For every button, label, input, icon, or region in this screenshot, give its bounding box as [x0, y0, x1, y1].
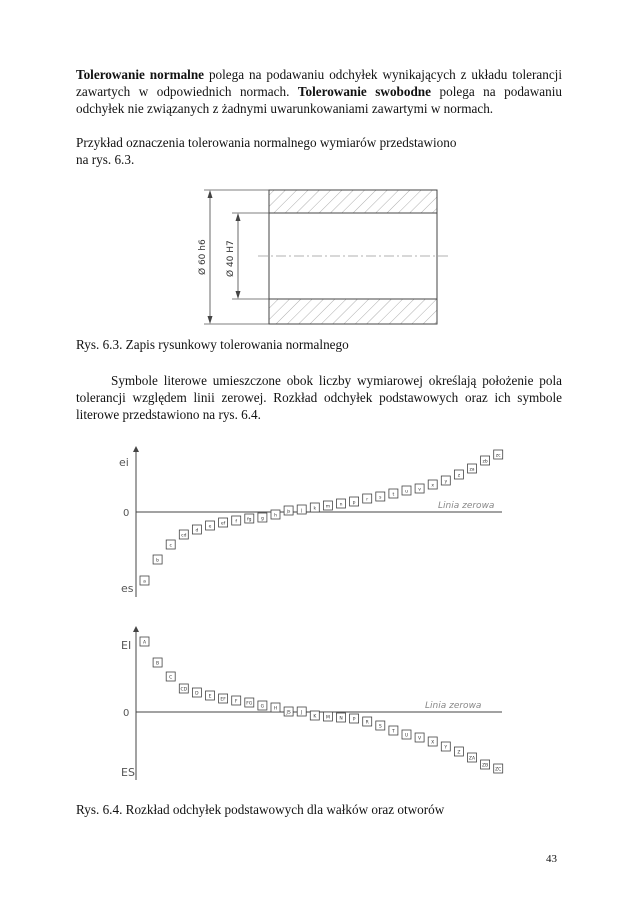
shaft-symbol: v [418, 487, 421, 493]
hole-symbol: A [142, 640, 147, 646]
shaft-zero-line-label: Linia zerowa [438, 501, 495, 511]
shaft-box-t [389, 489, 398, 498]
hole-box-js [284, 707, 293, 716]
shaft-symbol: fg [247, 517, 252, 523]
hole-symbol: N [339, 716, 343, 722]
hole-symbol: K [313, 714, 317, 720]
dimension-outer-label: Ø 60 h6 [198, 239, 208, 275]
shaft-symbol: e [208, 524, 212, 530]
hole-box-n [337, 713, 346, 722]
hole-symbol: FG [246, 701, 253, 707]
hole-box-zb [481, 760, 490, 769]
shaft-symbol: za [469, 467, 475, 473]
free-tolerancing-text: polega na podawaniu odchyłek nie związanych z żadnymi uwarunkowaniami zawartymi w normach. [76, 84, 563, 116]
shaft-symbol: d [195, 528, 199, 534]
shaft-symbol: zc [495, 453, 501, 459]
hole-box-x [428, 737, 437, 746]
shaft-symbol: m [325, 504, 331, 510]
hole-symbol: M [325, 715, 330, 721]
shaft-box-k [310, 503, 319, 512]
hole-symbol: Z [457, 750, 461, 756]
shaft-box-r [363, 494, 372, 503]
hole-box-z [454, 747, 463, 756]
hole-box-v [415, 733, 424, 742]
shaft-symbol: r [366, 497, 369, 503]
shaft-symbol: x [431, 483, 435, 489]
dimension-inner-label: Ø 40 H7 [226, 240, 236, 277]
shaft-symbol: k [313, 506, 317, 512]
hole-symbol: Y [444, 745, 448, 751]
hole-symbol: F [234, 699, 238, 705]
hole-box-ef [219, 694, 228, 703]
normal-tolerancing-text: polega na podawaniu odchyłek wynikających z układu tolerancji zawartych w odpowiednich normach. [76, 67, 563, 99]
hole-symbol: ZC [495, 767, 502, 773]
paragraph-example-ref-end: na rys. 6.3. [76, 152, 135, 167]
shaft-box-ef [219, 518, 228, 527]
shaft-box-js [284, 506, 293, 515]
shaft-box-z [454, 470, 463, 479]
hole-symbol: CD [180, 687, 188, 693]
hole-box-s [376, 721, 385, 730]
hole-symbol: E [208, 694, 212, 700]
hole-box-e [206, 691, 215, 700]
shaft-symbol: y [444, 479, 448, 485]
shaft-symbol: js [286, 509, 291, 515]
hole-box-d [192, 688, 201, 697]
shaft-symbol: b [156, 558, 160, 564]
example-ref-text: Przykład oznaczenia tolerowania normalnego wymiarów przedstawiono [76, 135, 457, 150]
shaft-box-s [376, 492, 385, 501]
hole-symbol: V [418, 736, 422, 742]
shaft-upper-deviation-label: ei [119, 456, 129, 469]
hole-box-za [468, 753, 477, 762]
term-normal-tolerancing: Tolerowanie normalne [76, 67, 205, 82]
shaft-box-za [468, 464, 477, 473]
figure-6-4-caption: Rys. 6.4. Rozkład odchyłek podstawowych dla wałków oraz otworów [76, 802, 445, 817]
hole-symbol: T [392, 729, 395, 735]
hole-symbol: D [195, 691, 199, 697]
shaft-box-d [192, 525, 201, 534]
paragraph-letter-symbols: Symbole literowe umieszczone obok liczby wymiarowej określają położenie pola tolerancji względem linii zerowej. Rozkład odchyłek podstawowych oraz ich symbole literowe przedstawiono na rys. 6.4. [76, 373, 562, 422]
shaft-box-p [350, 497, 359, 506]
hole-box-b [153, 658, 162, 667]
shaft-box-zb [481, 456, 490, 465]
shaft-symbol: g [260, 516, 264, 522]
hole-box-h [271, 703, 280, 712]
shaft-box-f [232, 516, 241, 525]
hole-symbol: JS [286, 710, 291, 716]
hole-symbol: ZB [482, 763, 489, 769]
hole-box-c [166, 672, 175, 681]
hole-box-f [232, 696, 241, 705]
hole-symbol: X [431, 740, 435, 746]
shaft-symbol: u [405, 489, 408, 495]
hole-symbol: P [352, 717, 356, 723]
hole-box-r [363, 717, 372, 726]
term-free-tolerancing: Tolerowanie swobodne [297, 84, 431, 99]
hole-upper-deviation-label: EI [121, 639, 132, 652]
shaft-box-x [428, 480, 437, 489]
hole-box-zc [494, 764, 503, 773]
hole-zero-label: 0 [123, 708, 130, 719]
hole-box-g [258, 701, 267, 710]
hole-box-t [389, 726, 398, 735]
shaft-box-v [415, 484, 424, 493]
page-number: 43 [546, 853, 557, 865]
hole-box-j [297, 707, 306, 716]
shaft-box-j [297, 505, 306, 514]
shaft-symbol: h [274, 513, 277, 519]
hole-box-y [441, 742, 450, 751]
shaft-symbol: f [235, 519, 237, 525]
shaft-deviation-chart [119, 449, 503, 597]
shaft-symbol: ef [220, 521, 226, 527]
hole-box-p [350, 714, 359, 723]
hole-box-m [323, 712, 332, 721]
shaft-box-a [140, 576, 149, 585]
hole-box-u [402, 730, 411, 739]
figure-6-3-caption: Rys. 6.3. Zapis rysunkowy tolerowania normalnego [76, 337, 349, 352]
hole-symbol: U [404, 733, 409, 739]
shaft-symbol: cd [181, 533, 187, 539]
shaft-box-n [337, 499, 346, 508]
hole-symbol: EF [220, 697, 226, 703]
shaft-symbol: t [392, 492, 395, 498]
shaft-symbol: c [169, 543, 172, 549]
hole-box-cd [179, 684, 188, 693]
shaft-box-cd [179, 530, 188, 539]
shaft-box-y [441, 476, 450, 485]
hole-symbol: ZA [468, 756, 476, 762]
shaft-symbol: j [301, 508, 303, 514]
hole-symbol: J [301, 710, 303, 716]
hole-deviation-chart [121, 629, 503, 780]
hole-lower-deviation-label: ES [121, 766, 135, 779]
shaft-symbol: z [457, 473, 461, 479]
hole-box-fg [245, 698, 254, 707]
shaft-symbol: p [352, 500, 356, 506]
shaft-box-u [402, 486, 411, 495]
shaft-symbol: a [143, 579, 146, 585]
hole-symbol: G [260, 704, 265, 710]
hole-symbol: B [156, 661, 160, 667]
shaft-lower-deviation-label: es [121, 582, 134, 595]
shaft-symbol: zb [482, 459, 488, 465]
shaft-symbol: n [339, 502, 343, 508]
hole-symbol: S [378, 724, 382, 730]
shaft-box-zc [494, 450, 503, 459]
shaft-box-b [153, 555, 162, 564]
shaft-zero-label: 0 [123, 508, 130, 519]
shaft-box-c [166, 540, 175, 549]
shaft-box-m [323, 501, 332, 510]
shaft-symbol: s [379, 495, 382, 501]
hole-symbol: H [273, 706, 278, 712]
shaft-box-e [206, 521, 215, 530]
shaft-box-h [271, 510, 280, 519]
hole-box-k [310, 711, 319, 720]
shaft-box-fg [245, 514, 254, 523]
shaft-box-g [258, 513, 267, 522]
hole-zero-line-label: Linia zerowa [425, 701, 482, 711]
hole-symbol: C [169, 675, 173, 681]
hole-box-a [140, 637, 149, 646]
hole-symbol: R [365, 720, 369, 726]
